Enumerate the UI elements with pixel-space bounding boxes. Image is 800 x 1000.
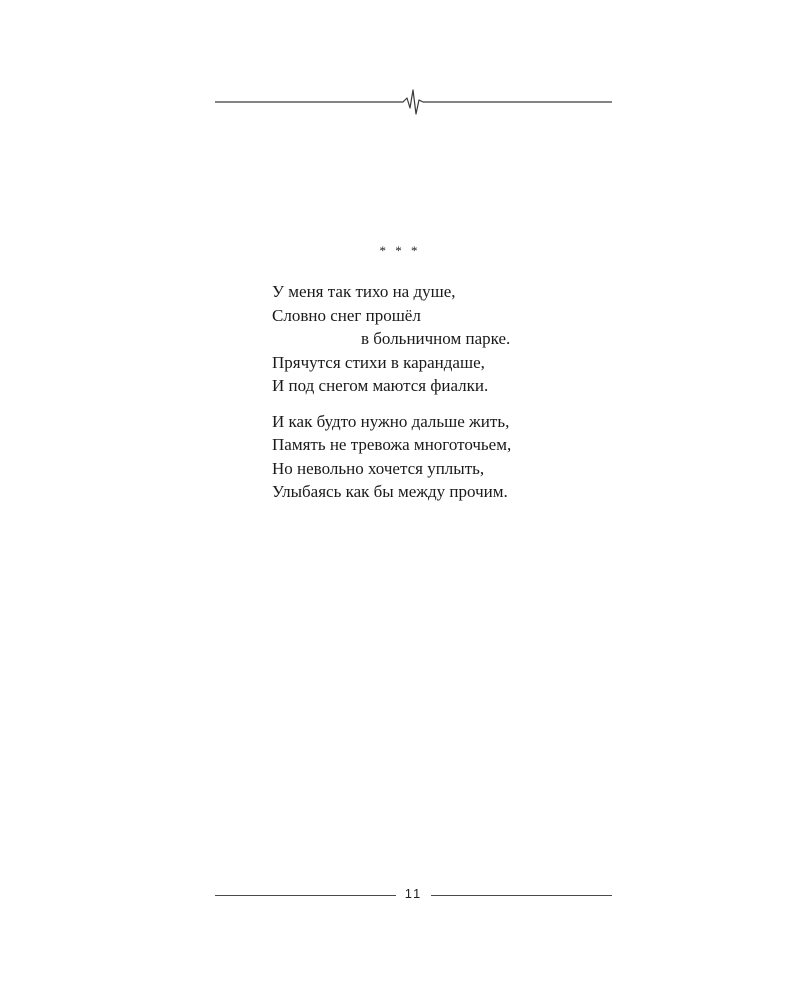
poem-line: Улыбаясь как бы между прочим. <box>272 482 508 501</box>
poem-line: Прячутся стихи в карандаше, <box>272 352 485 372</box>
poem-line: Память не тревожа многоточьем, <box>272 435 512 454</box>
poem-line: Но невольно хочется уплыть, <box>272 458 485 478</box>
poem-line: У меня так тихо на душе, <box>272 282 456 301</box>
header-ornament <box>215 86 612 116</box>
poem-line-indented: в больничном парке. <box>361 329 511 348</box>
footer-rule-right <box>431 895 612 896</box>
stanza-1 <box>272 280 632 398</box>
poem-line: И под снегом маются фиалки. <box>272 376 489 395</box>
page-footer <box>215 886 612 906</box>
stanza-2 <box>272 410 632 504</box>
heartbeat-line-icon <box>215 86 612 116</box>
page-number: 11 <box>404 886 423 901</box>
poem-line: Словно снег прошёл <box>272 305 421 325</box>
poem-separator: * * * <box>379 243 421 258</box>
poem <box>272 240 632 504</box>
poem-line: И как будто нужно дальше жить, <box>272 411 510 431</box>
